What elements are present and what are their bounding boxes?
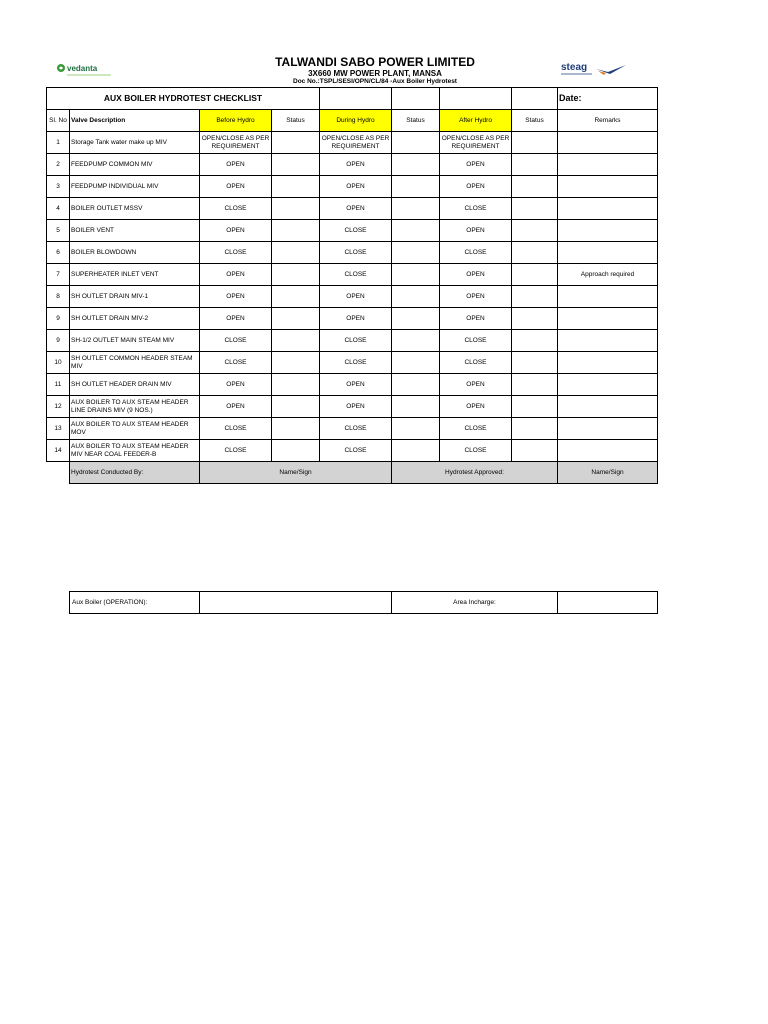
during-hydro-value: OPEN	[320, 198, 392, 220]
blank-cell	[320, 88, 392, 110]
before-hydro-value: CLOSE	[200, 330, 272, 352]
status-cell[interactable]	[512, 264, 558, 286]
during-hydro-value: OPEN	[320, 176, 392, 198]
blank-cell	[512, 88, 558, 110]
sl-no: 2	[47, 154, 70, 176]
after-hydro-value: CLOSE	[440, 418, 512, 440]
valve-description: AUX BOILER TO AUX STEAM HEADER LINE DRAINS MIV (9 NOS.)	[70, 396, 200, 418]
vedanta-logo	[56, 60, 116, 80]
remarks-cell[interactable]	[558, 132, 658, 154]
after-hydro-value: CLOSE	[440, 198, 512, 220]
sl-no: 11	[47, 374, 70, 396]
remarks-cell[interactable]	[558, 198, 658, 220]
status-cell[interactable]	[392, 286, 440, 308]
remarks-cell[interactable]	[558, 308, 658, 330]
table-row	[47, 220, 658, 242]
valve-description: SH-1/2 OUTLET MAIN STEAM MIV	[70, 330, 200, 352]
status-cell[interactable]	[392, 396, 440, 418]
status-cell[interactable]	[392, 440, 440, 462]
status-cell[interactable]	[392, 198, 440, 220]
col-status: Status	[272, 110, 320, 132]
valve-description: BOILER BLOWDOWN	[70, 242, 200, 264]
before-hydro-value: OPEN	[200, 264, 272, 286]
before-hydro-value: CLOSE	[200, 418, 272, 440]
before-hydro-value: OPEN	[200, 286, 272, 308]
col-sl-no: Sl. No	[47, 110, 70, 132]
blank-cell	[440, 88, 512, 110]
sl-no: 14	[47, 440, 70, 462]
sl-no: 3	[47, 176, 70, 198]
during-hydro-value: OPEN	[320, 154, 392, 176]
col-status: Status	[512, 110, 558, 132]
valve-description: AUX BOILER TO AUX STEAM HEADER MOV	[70, 418, 200, 440]
status-cell[interactable]	[392, 264, 440, 286]
hydrotest-checklist-table	[46, 87, 658, 484]
sl-no: 10	[47, 352, 70, 374]
status-cell[interactable]	[272, 198, 320, 220]
table-row	[47, 198, 658, 220]
sl-no: 12	[47, 396, 70, 418]
table-row	[47, 440, 658, 462]
status-cell[interactable]	[392, 374, 440, 396]
before-hydro-value: CLOSE	[200, 242, 272, 264]
status-cell[interactable]	[272, 396, 320, 418]
operation-signoff-table	[69, 591, 658, 614]
status-cell[interactable]	[272, 220, 320, 242]
conducted-name-sign-field[interactable]: Name/Sign	[200, 462, 392, 484]
after-hydro-value: OPEN	[440, 154, 512, 176]
status-cell[interactable]	[272, 154, 320, 176]
sl-no: 6	[47, 242, 70, 264]
status-cell[interactable]	[272, 440, 320, 462]
sl-no: 5	[47, 220, 70, 242]
plant-subtitle: 3X660 MW POWER PLANT, MANSA	[308, 69, 442, 78]
remarks-cell[interactable]	[558, 286, 658, 308]
col-remarks: Remarks	[558, 110, 658, 132]
during-hydro-value: CLOSE	[320, 264, 392, 286]
hydrotest-conducted-by-label: Hydrotest Conducted By:	[70, 462, 200, 484]
valve-description: BOILER VENT	[70, 220, 200, 242]
valve-description: FEEDPUMP COMMON MIV	[70, 154, 200, 176]
steag-logo-text: steag	[561, 62, 588, 73]
status-cell[interactable]	[392, 330, 440, 352]
during-hydro-value: OPEN	[320, 308, 392, 330]
during-hydro-value: CLOSE	[320, 418, 392, 440]
valve-description: SH OUTLET DRAIN MIV-1	[70, 286, 200, 308]
status-cell[interactable]	[512, 176, 558, 198]
status-cell[interactable]	[272, 330, 320, 352]
after-hydro-value: OPEN	[440, 176, 512, 198]
status-cell[interactable]	[392, 352, 440, 374]
status-cell[interactable]	[392, 176, 440, 198]
after-hydro-value: OPEN	[440, 286, 512, 308]
after-hydro-value: OPEN	[440, 396, 512, 418]
col-before-hydro: Before Hydro	[200, 110, 272, 132]
sl-no: 9	[47, 308, 70, 330]
after-hydro-value: OPEN	[440, 220, 512, 242]
status-cell[interactable]	[392, 132, 440, 154]
col-during-hydro: During Hydro	[320, 110, 392, 132]
status-cell[interactable]	[512, 154, 558, 176]
signoff-row	[47, 462, 658, 484]
after-hydro-value: CLOSE	[440, 330, 512, 352]
remarks-cell[interactable]	[558, 396, 658, 418]
table-row	[47, 154, 658, 176]
status-cell[interactable]	[272, 352, 320, 374]
company-title: TALWANDI SABO POWER LIMITED	[275, 55, 475, 69]
status-cell[interactable]	[512, 286, 558, 308]
col-status: Status	[392, 110, 440, 132]
aux-boiler-operation-label: Aux Boiler (OPERATION):	[70, 592, 200, 614]
status-cell[interactable]	[512, 418, 558, 440]
status-cell[interactable]	[512, 198, 558, 220]
table-row	[47, 374, 658, 396]
remarks-cell[interactable]	[558, 440, 658, 462]
before-hydro-value: CLOSE	[200, 352, 272, 374]
status-cell[interactable]	[272, 418, 320, 440]
during-hydro-value: OPEN	[320, 396, 392, 418]
status-cell[interactable]	[512, 220, 558, 242]
during-hydro-value: OPEN	[320, 286, 392, 308]
remarks-cell[interactable]: Approach required	[558, 264, 658, 286]
col-after-hydro: After Hydro	[440, 110, 512, 132]
table-row	[47, 418, 658, 440]
status-cell[interactable]	[392, 242, 440, 264]
status-cell[interactable]	[512, 242, 558, 264]
during-hydro-value: CLOSE	[320, 220, 392, 242]
status-cell[interactable]	[272, 308, 320, 330]
steag-logo	[560, 60, 630, 80]
blank-cell	[392, 88, 440, 110]
valve-description: FEEDPUMP INDIVIDUAL MIV	[70, 176, 200, 198]
status-cell[interactable]	[512, 374, 558, 396]
sl-no: 1	[47, 132, 70, 154]
approved-name-sign-field[interactable]: Name/Sign	[558, 462, 658, 484]
date-field[interactable]: Date:	[558, 88, 658, 110]
during-hydro-value: CLOSE	[320, 330, 392, 352]
status-cell[interactable]	[392, 418, 440, 440]
sl-no: 8	[47, 286, 70, 308]
aux-boiler-operation-field[interactable]	[200, 592, 392, 614]
before-hydro-value: OPEN	[200, 176, 272, 198]
status-cell[interactable]	[272, 264, 320, 286]
status-cell[interactable]	[272, 242, 320, 264]
table-row	[47, 308, 658, 330]
status-cell[interactable]	[272, 286, 320, 308]
status-cell[interactable]	[512, 440, 558, 462]
before-hydro-value: OPEN	[200, 374, 272, 396]
status-cell[interactable]	[392, 220, 440, 242]
vedanta-logo-text: vedanta	[67, 64, 98, 73]
status-cell[interactable]	[512, 396, 558, 418]
remarks-cell[interactable]	[558, 242, 658, 264]
after-hydro-value: OPEN	[440, 374, 512, 396]
sl-no: 9	[47, 330, 70, 352]
table-row	[47, 132, 658, 154]
after-hydro-value: CLOSE	[440, 242, 512, 264]
sl-no: 7	[47, 264, 70, 286]
status-cell[interactable]	[512, 308, 558, 330]
valve-description: BOILER OUTLET MSSV	[70, 198, 200, 220]
table-row	[47, 264, 658, 286]
status-cell[interactable]	[512, 132, 558, 154]
checklist-title: AUX BOILER HYDROTEST CHECKLIST	[47, 88, 320, 110]
valve-description: SH OUTLET HEADER DRAIN MIV	[70, 374, 200, 396]
valve-description: SH OUTLET DRAIN MIV-2	[70, 308, 200, 330]
before-hydro-value: OPEN/CLOSE AS PER REQUIREMENT	[200, 132, 272, 154]
sl-no: 13	[47, 418, 70, 440]
remarks-cell[interactable]	[558, 220, 658, 242]
status-cell[interactable]	[272, 176, 320, 198]
status-cell[interactable]	[512, 330, 558, 352]
table-row	[47, 330, 658, 352]
sl-no: 4	[47, 198, 70, 220]
col-valve-description: Valve Description	[70, 110, 200, 132]
remarks-cell[interactable]	[558, 418, 658, 440]
after-hydro-value: OPEN	[440, 264, 512, 286]
after-hydro-value: OPEN	[440, 308, 512, 330]
during-hydro-value: CLOSE	[320, 440, 392, 462]
before-hydro-value: OPEN	[200, 154, 272, 176]
remarks-cell[interactable]	[558, 330, 658, 352]
remarks-cell[interactable]	[558, 154, 658, 176]
table-row	[47, 176, 658, 198]
during-hydro-value: CLOSE	[320, 242, 392, 264]
valve-description: AUX BOILER TO AUX STEAM HEADER MIV NEAR COAL FEEDER-B	[70, 440, 200, 462]
area-incharge-field[interactable]	[558, 592, 658, 614]
status-cell[interactable]	[512, 352, 558, 374]
status-cell[interactable]	[392, 308, 440, 330]
during-hydro-value: OPEN/CLOSE AS PER REQUIREMENT	[320, 132, 392, 154]
valve-description: SH OUTLET COMMON HEADER STEAM MIV	[70, 352, 200, 374]
valve-description: Storage Tank water make up MIV	[70, 132, 200, 154]
hydrotest-approved-label: Hydrotest Approved:	[392, 462, 558, 484]
before-hydro-value: OPEN	[200, 308, 272, 330]
table-row	[47, 396, 658, 418]
before-hydro-value: CLOSE	[200, 198, 272, 220]
valve-description: SUPERHEATER INLET VENT	[70, 264, 200, 286]
during-hydro-value: OPEN	[320, 374, 392, 396]
after-hydro-value: CLOSE	[440, 440, 512, 462]
before-hydro-value: OPEN	[200, 220, 272, 242]
remarks-cell[interactable]	[558, 352, 658, 374]
remarks-cell[interactable]	[558, 374, 658, 396]
document-number: Doc No.:TSPL/SESI/OPN/CL/84 -Aux Boiler Hydrotest	[293, 78, 457, 85]
blank-cell	[47, 462, 70, 484]
area-incharge-label: Area Incharge:	[392, 592, 558, 614]
status-cell[interactable]	[272, 132, 320, 154]
table-row	[47, 286, 658, 308]
table-row	[47, 352, 658, 374]
status-cell[interactable]	[272, 374, 320, 396]
during-hydro-value: CLOSE	[320, 352, 392, 374]
after-hydro-value: CLOSE	[440, 352, 512, 374]
after-hydro-value: OPEN/CLOSE AS PER REQUIREMENT	[440, 132, 512, 154]
before-hydro-value: CLOSE	[200, 440, 272, 462]
table-row	[47, 242, 658, 264]
remarks-cell[interactable]	[558, 176, 658, 198]
status-cell[interactable]	[392, 154, 440, 176]
before-hydro-value: OPEN	[200, 396, 272, 418]
